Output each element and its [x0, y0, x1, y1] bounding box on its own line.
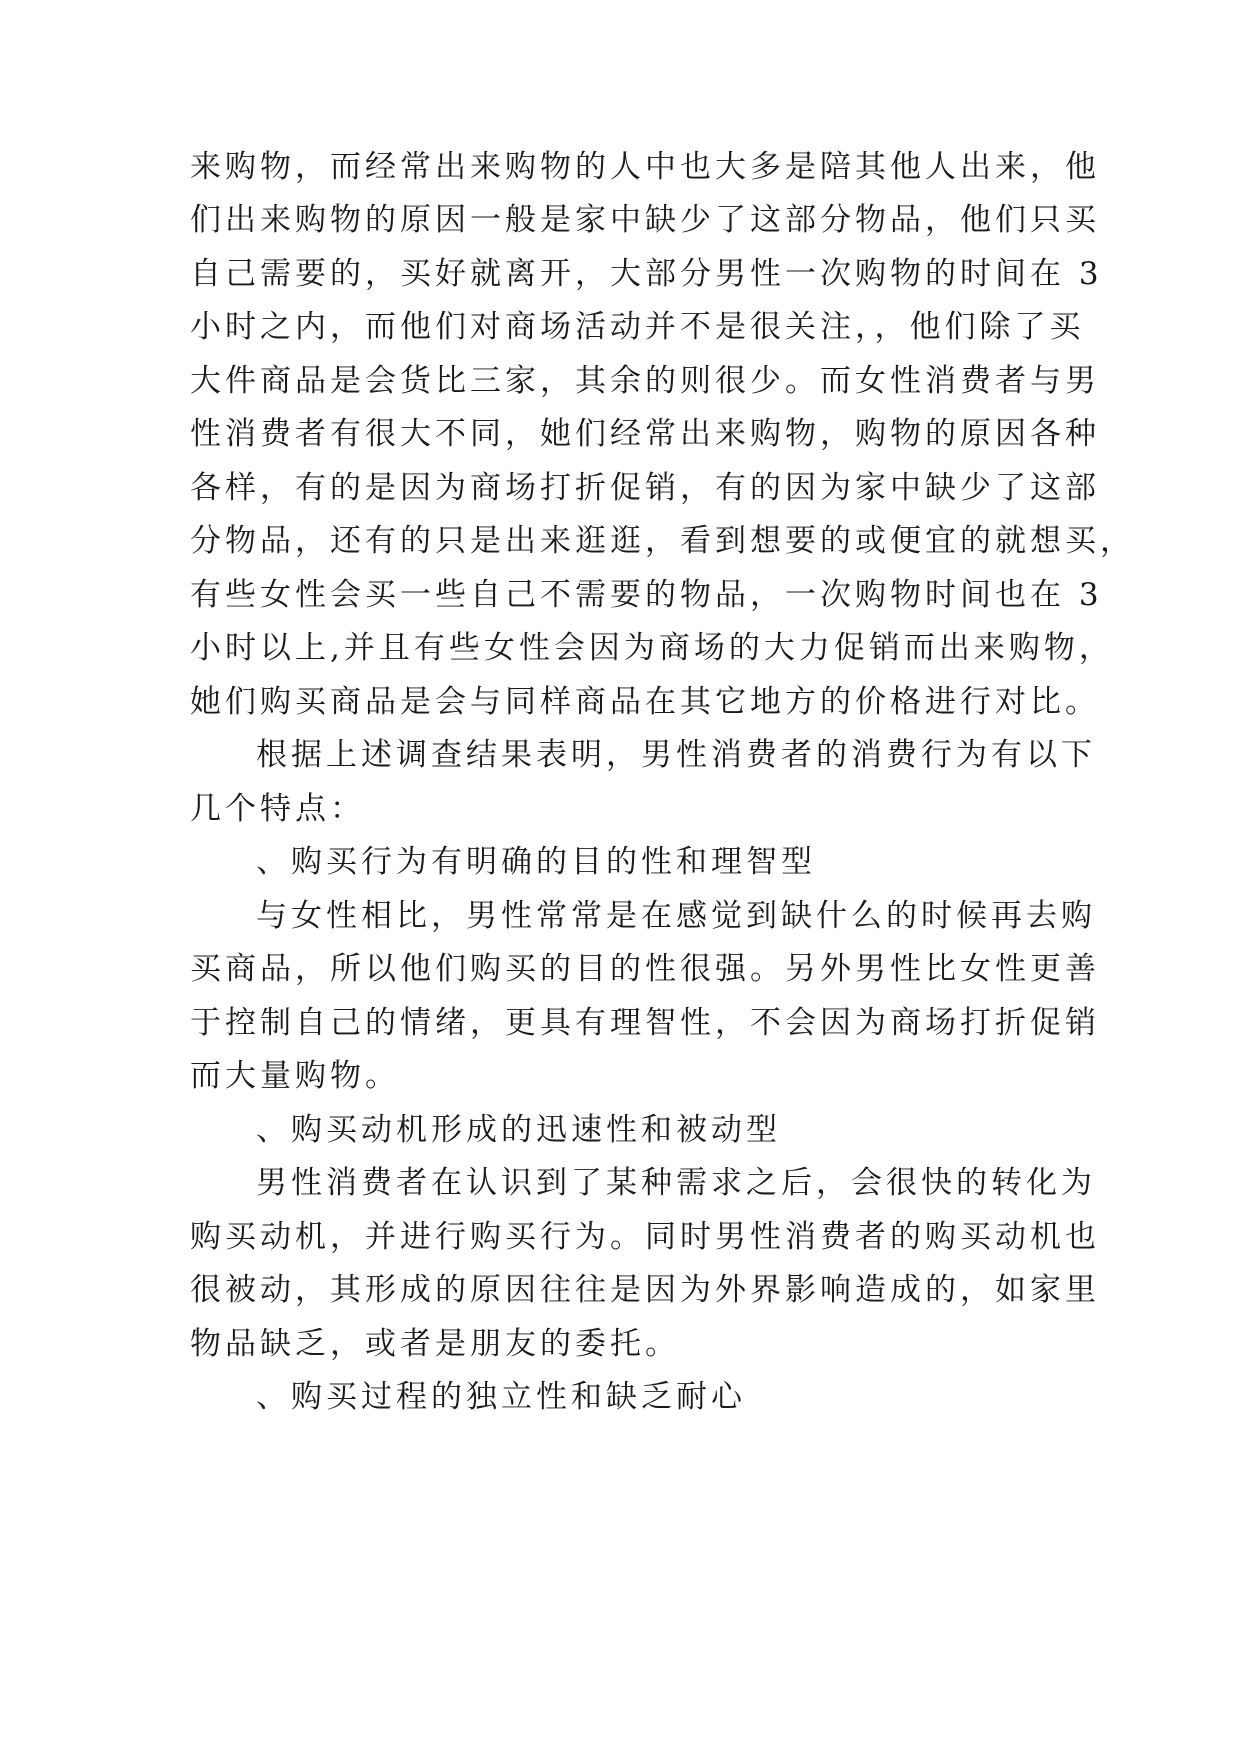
text-line: 几个特点：: [190, 791, 365, 827]
text-line: 买商品，所以他们购买的目的性很强。另外男性比女性更善: [190, 951, 1100, 987]
section-heading: 、购买动机形成的迅速性和被动型: [256, 1112, 781, 1148]
text-line: 有些女性会买一些自己不需要的物品，一次购物时间也在 3: [190, 577, 1103, 613]
text-line: 们出来购物的原因一般是家中缺少了这部分物品，他们只买: [190, 202, 1100, 238]
text-line: 很被动，其形成的原因往往是因为外界影响造成的，如家里: [190, 1272, 1100, 1308]
text-line: 小时以上,并且有些女性会因为商场的大力促销而出来购物，: [190, 630, 1114, 666]
text-line: 性消费者有很大不同，她们经常出来购物，购物的原因各种: [190, 416, 1100, 452]
text-line: 各样，有的是因为商场打折促销，有的因为家中缺少了这部: [190, 470, 1100, 506]
section-heading: 、购买行为有明确的目的性和理智型: [256, 844, 816, 880]
text-line: 大件商品是会货比三家，其余的则很少。而女性消费者与男: [190, 363, 1100, 399]
paragraph-start-line: 男性消费者在认识到了某种需求之后，会很快的转化为: [256, 1165, 1096, 1201]
text-line: 自己需要的，买好就离开，大部分男性一次购物的时间在 3: [190, 256, 1103, 292]
text-line: 来购物，而经常出来购物的人中也大多是陪其他人出来，他: [190, 149, 1100, 185]
text-line: 小时之内，而他们对商场活动并不是很关注，，他们除了买: [190, 309, 1085, 345]
paragraph-start-line: 与女性相比，男性常常是在感觉到缺什么的时候再去购: [256, 898, 1096, 934]
paragraph-start-line: 根据上述调查结果表明，男性消费者的消费行为有以下: [256, 737, 1096, 773]
text-line: 她们购买商品是会与同样商品在其它地方的价格进行对比。: [190, 684, 1100, 720]
text-line: 分物品，还有的只是出来逛逛，看到想要的或便宜的就想买，: [190, 523, 1135, 559]
text-line: 物品缺乏，或者是朋友的委托。: [190, 1326, 680, 1362]
text-line: 购买动机，并进行购买行为。同时男性消费者的购买动机也: [190, 1219, 1100, 1255]
text-line: 于控制自己的情绪，更具有理智性，不会因为商场打折促销: [190, 1005, 1100, 1041]
section-heading: 、购买过程的独立性和缺乏耐心: [256, 1379, 746, 1415]
text-line: 而大量购物。: [190, 1058, 400, 1094]
